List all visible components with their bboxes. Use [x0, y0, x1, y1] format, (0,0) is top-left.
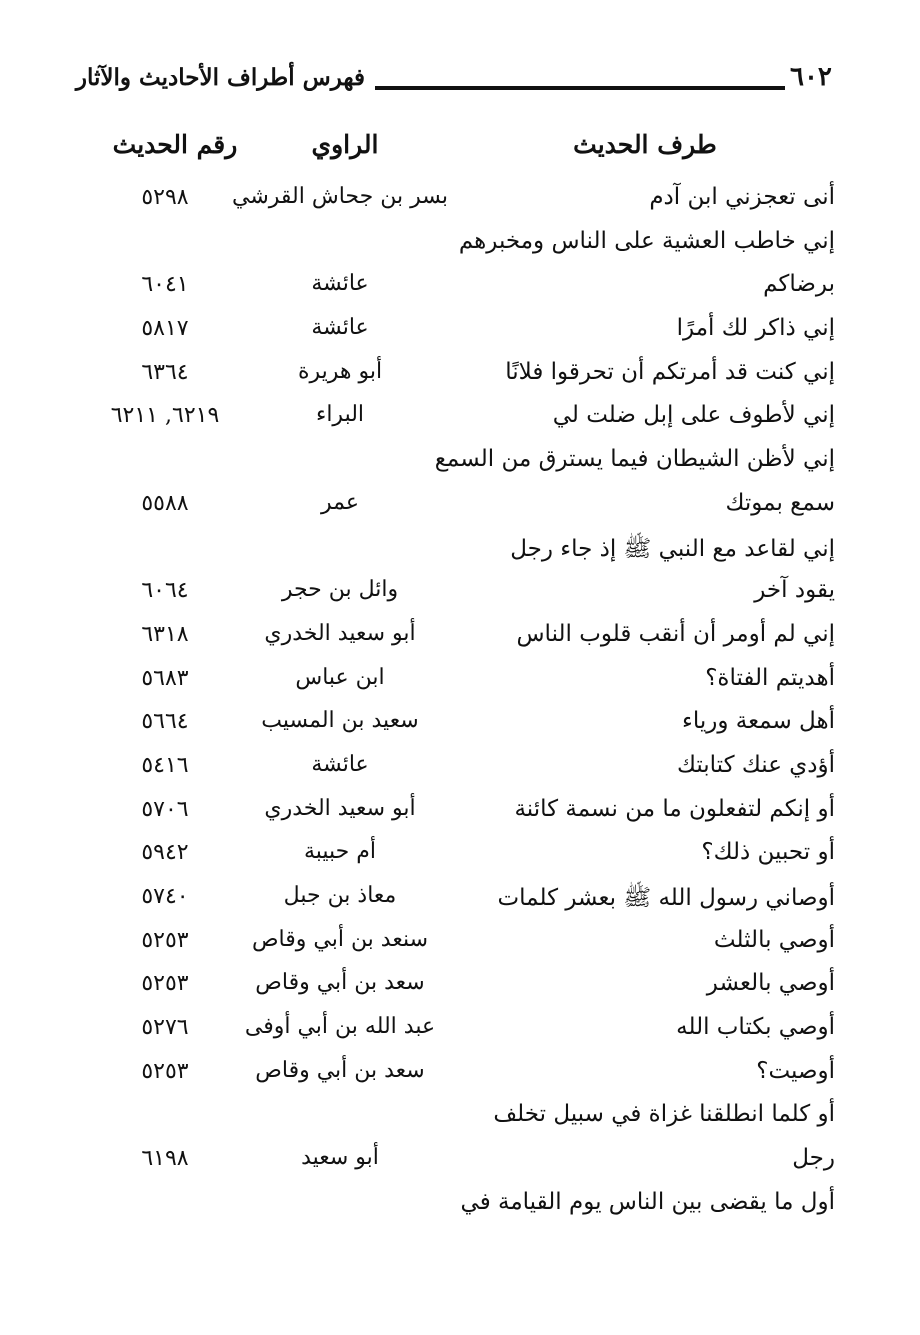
narrator-name: عائشة	[311, 271, 369, 297]
hadith-text: أوصيت؟	[756, 1057, 835, 1084]
hadith-text: إني خاطب العشية على الناس ومخبرهم	[458, 227, 835, 254]
hadith-text: إني لم أومر أن أنقب قلوب الناس	[516, 620, 835, 647]
table-row	[0, 1054, 920, 1098]
page-title: فهرس أطراف الأحاديث والآثار	[75, 64, 365, 91]
hadith-number: ٥٧٤٠	[141, 884, 189, 909]
header-rule	[375, 86, 785, 90]
column-header-hadith: طرف الحديث	[573, 130, 717, 159]
hadith-number: ٦٢١٩, ٦٢١١	[110, 403, 220, 429]
hadith-number: ٥٦٦٤	[141, 709, 189, 735]
hadith-number: ٥٩٤٢	[141, 840, 189, 866]
hadith-text: أو تحبين ذلك؟	[701, 839, 835, 866]
narrator-name: أبو سعيد الخدري	[264, 620, 416, 646]
narrator-name: سنعد بن أبي وقاص	[251, 926, 429, 952]
hadith-number: ٥٢٥٣	[141, 1058, 189, 1084]
hadith-number: ٥٧٠٦	[141, 796, 189, 822]
hadith-index-table	[0, 180, 920, 1229]
table-row	[0, 355, 920, 399]
hadith-number: ٥٢٥٣	[141, 927, 189, 953]
hadith-number: ٥٥٨٨	[141, 490, 189, 516]
page-number: ٦٠٢	[790, 62, 832, 92]
table-row	[0, 224, 920, 268]
narrator-name: أبو سعيد الخدري	[264, 795, 416, 821]
hadith-text: أول ما يقضى بين الناس يوم القيامة في	[460, 1188, 835, 1215]
hadith-text: أهل سمعة ورياء	[682, 708, 835, 735]
hadith-number: ٥٢٥٣	[141, 971, 189, 997]
narrator-name: عمر	[321, 489, 359, 515]
narrator-name: عائشة	[311, 751, 369, 777]
table-row	[0, 486, 920, 530]
table-row	[0, 617, 920, 661]
table-row	[0, 704, 920, 748]
column-header-narrator: الراوي	[311, 130, 379, 159]
hadith-text: إني لأطوف على إبل ضلت لي	[552, 402, 835, 429]
page-header	[0, 60, 920, 110]
hadith-text: أنى تعجزني ابن آدم	[649, 184, 835, 210]
hadith-number: ٥٢٩٨	[141, 185, 189, 210]
hadith-number: ٥٨١٧	[141, 316, 189, 342]
table-row	[0, 1097, 920, 1141]
table-row	[0, 267, 920, 311]
narrator-name: وائل بن حجر	[281, 577, 399, 603]
hadith-number: ٦٠٤١	[141, 272, 189, 298]
hadith-text: إني كنت قد أمرتكم أن تحرقوا فلانًا	[505, 358, 835, 385]
narrator-name: أم حبيبة	[303, 839, 377, 865]
hadith-text: أوصي بكتاب الله	[676, 1014, 835, 1041]
hadith-text: أوصي بالعشر	[706, 970, 835, 997]
table-row	[0, 311, 920, 355]
narrator-name: أبو هريرة	[297, 358, 383, 384]
table-row	[0, 530, 920, 574]
hadith-text: إني ذاكر لك أمرًا	[676, 315, 835, 342]
hadith-text: أؤدي عنك كتابتك	[676, 751, 835, 778]
table-row	[0, 923, 920, 967]
table-row	[0, 442, 920, 486]
table-row	[0, 1141, 920, 1185]
table-row	[0, 573, 920, 617]
table-row	[0, 1185, 920, 1229]
narrator-name: معاذ بن جبل	[283, 883, 397, 908]
narrator-name: البراء	[315, 402, 365, 428]
table-row	[0, 180, 920, 224]
table-row	[0, 398, 920, 442]
hadith-text: إني لقاعد مع النبي ﷺ إذ جاء رجل	[510, 535, 835, 562]
table-row	[0, 966, 920, 1010]
hadith-text: برضاكم	[763, 271, 835, 298]
narrator-name: أبو سعيد	[301, 1145, 379, 1171]
hadith-text: يقود آخر	[754, 577, 835, 604]
narrator-name: سعد بن أبي وقاص	[255, 1057, 425, 1083]
narrator-name: ابن عباس	[295, 664, 385, 690]
table-row	[0, 792, 920, 836]
hadith-number: ٥٢٧٦	[141, 1015, 189, 1041]
column-header-number: رقم الحديث	[112, 130, 238, 159]
table-row	[0, 879, 920, 923]
narrator-name: عبد الله بن أبي أوفى	[244, 1014, 436, 1040]
hadith-number: ٦١٩٨	[141, 1146, 189, 1172]
table-row	[0, 661, 920, 705]
hadith-text: رجل	[792, 1145, 835, 1172]
hadith-number: ٦٣١٨	[141, 621, 189, 647]
hadith-text: أوصاني رسول الله ﷺ بعشر كلمات	[497, 885, 835, 911]
hadith-text: إني لأظن الشيطان فيما يسترق من السمع	[434, 446, 835, 473]
hadith-number: ٥٤١٦	[141, 752, 189, 778]
narrator-name: سعد بن أبي وقاص	[255, 970, 425, 996]
hadith-text: أوصي بالثلث	[713, 926, 835, 953]
table-row	[0, 1010, 920, 1054]
hadith-text: أو إنكم لتفعلون ما من نسمة كائنة	[514, 795, 835, 822]
narrator-name: سعيد بن المسيب	[261, 708, 419, 734]
table-row	[0, 835, 920, 879]
hadith-text: سمع بموتك	[725, 489, 835, 516]
hadith-text: أو كلما انطلقنا غزاة في سبيل تخلف	[493, 1101, 835, 1128]
hadith-number: ٦٣٦٤	[141, 359, 189, 385]
hadith-number: ٦٠٦٤	[141, 578, 189, 604]
table-row	[0, 748, 920, 792]
hadith-text: أهديتم الفتاة؟	[705, 664, 835, 691]
hadith-number: ٥٦٨٣	[141, 665, 189, 691]
narrator-name: عائشة	[311, 315, 369, 341]
narrator-name: بسر بن جحاش القرشي	[232, 184, 448, 209]
